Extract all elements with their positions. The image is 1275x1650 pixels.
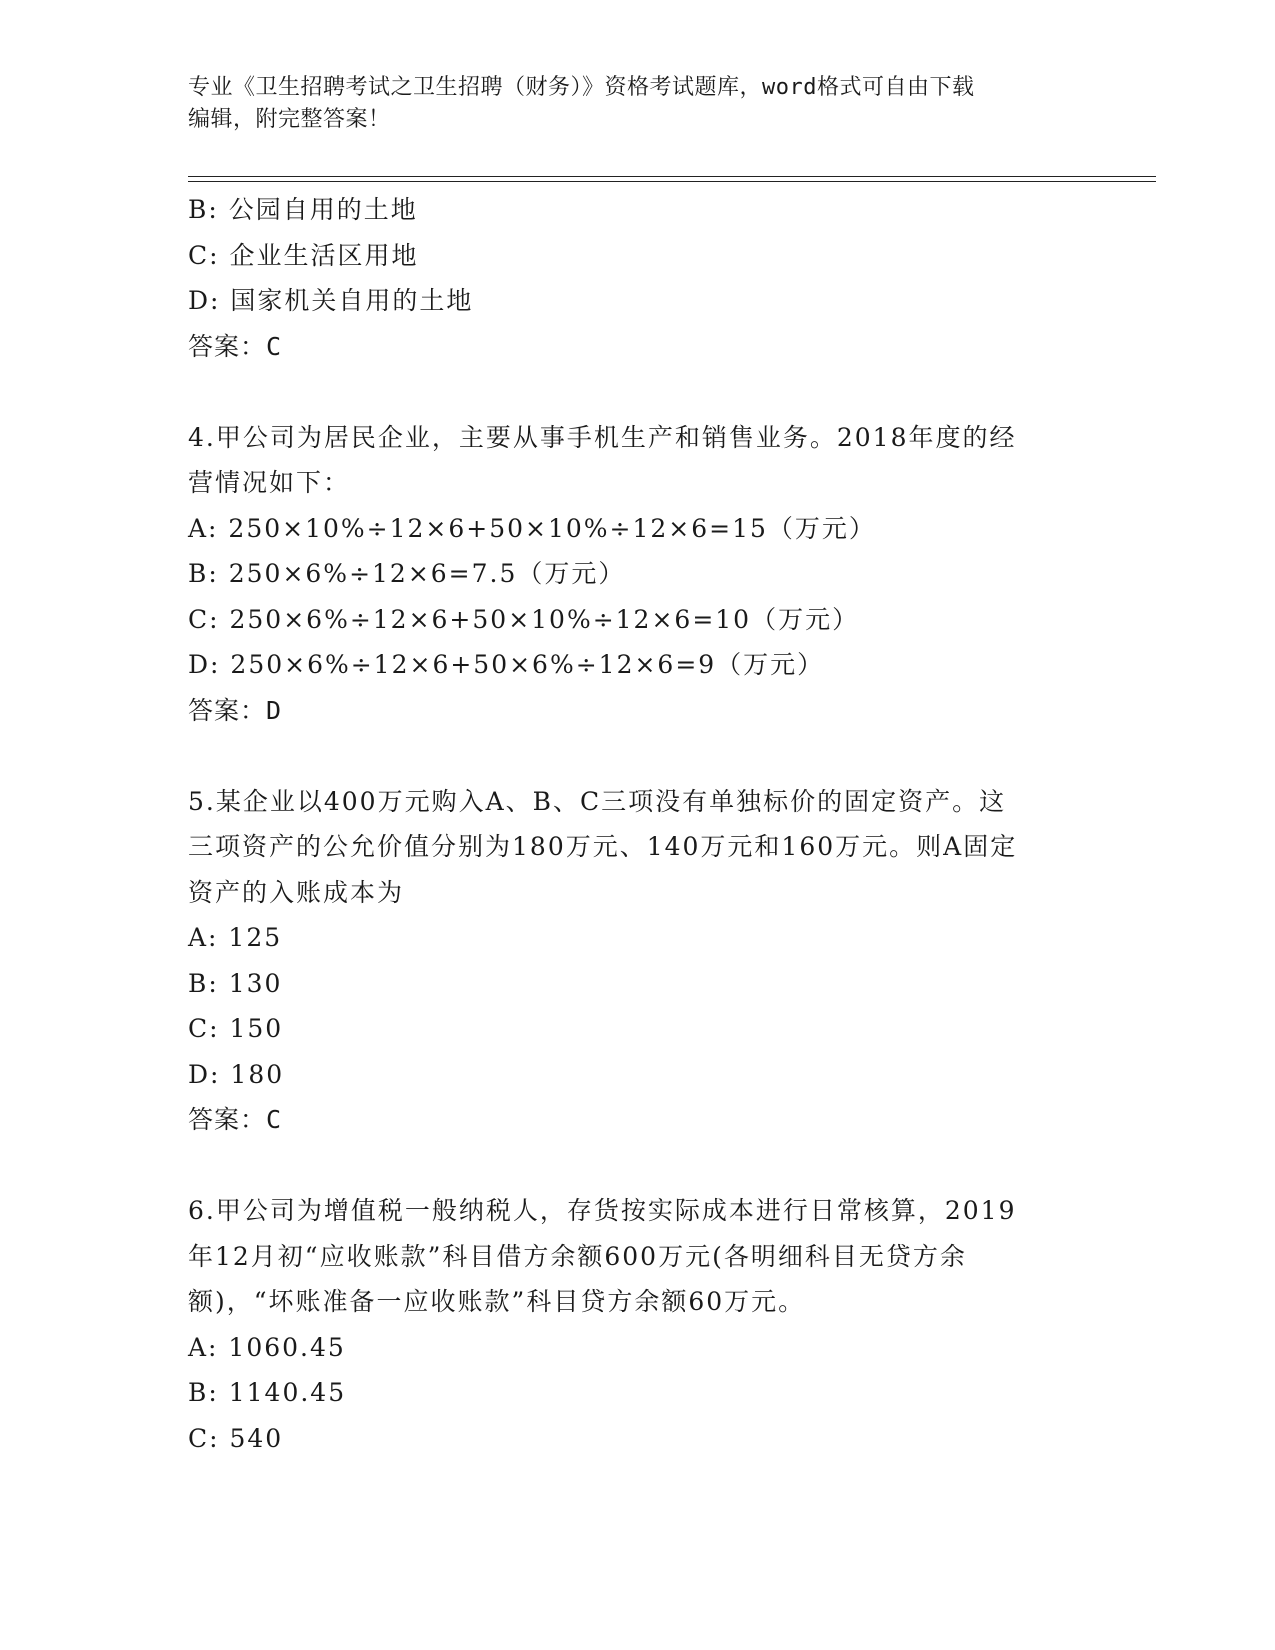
spacer <box>188 369 1088 415</box>
document-body <box>188 187 1088 1461</box>
header-title-line-1: 专业《卫生招聘考试之卫生招聘（财务）》资格考试题库，word格式可自由下载 <box>188 75 975 100</box>
question-stem-line: 额)，“坏账准备一应收账款”科目贷方余额60万元。 <box>188 1287 806 1316</box>
option-c: C: 540 <box>188 1423 284 1453</box>
question-6 <box>188 1188 1088 1461</box>
option-a: A: 125 <box>188 923 283 952</box>
question-stem-line: 5.某企业以400万元购入A、B、C三项没有单独标价的固定资产。这 <box>188 786 1007 816</box>
option-d: D: 180 <box>188 1059 285 1089</box>
option-a: A: 250×10%÷12×6+50×10%÷12×6=15（万元） <box>188 513 876 543</box>
option-b: B: 130 <box>188 968 283 998</box>
document-header <box>188 72 1078 136</box>
option-c: C: 250×6%÷12×6+50×10%÷12×6=10（万元） <box>188 604 860 634</box>
option-b: B: 250×6%÷12×6=7.5（万元） <box>188 559 626 588</box>
option-d: D: 250×6%÷12×6+50×6%÷12×6=9（万元） <box>188 650 825 679</box>
question-5 <box>188 779 1088 1143</box>
answer-label: 答案：C <box>188 331 283 361</box>
option-b: B: 公园自用的土地 <box>188 195 418 224</box>
question-stem-line: 三项资产的公允价值分别为180万元、140万元和160万元。则A固定 <box>188 832 1018 861</box>
question-4 <box>188 415 1088 734</box>
option-b: B: 1140.45 <box>188 1378 347 1407</box>
option-c: C: 企业生活区用地 <box>188 240 419 270</box>
header-divider-top <box>188 176 1156 177</box>
spacer <box>188 733 1088 779</box>
option-c: C: 150 <box>188 1014 284 1043</box>
question-stem-line: 营情况如下： <box>188 468 351 497</box>
question-stem-line: 资产的入账成本为 <box>188 877 405 907</box>
option-a: A: 1060.45 <box>188 1332 346 1362</box>
header-divider-bottom <box>188 181 1156 182</box>
question-stem-line: 6.甲公司为增值税一般纳税人，存货按实际成本进行日常核算，2019 <box>188 1196 1017 1225</box>
question-stem-line: 4.甲公司为居民企业，主要从事手机生产和销售业务。2018年度的经 <box>188 422 1017 452</box>
question-stem-line: 年12月初“应收账款”科目借方余额600万元(各明细科目无贷方余 <box>188 1241 967 1271</box>
answer-label: 答案：C <box>188 1105 283 1134</box>
option-d: D: 国家机关自用的土地 <box>188 286 474 315</box>
answer-label: 答案：D <box>188 695 283 725</box>
question-3-tail <box>188 187 1088 369</box>
header-title-line-2: 编辑，附完整答案！ <box>188 107 391 132</box>
spacer <box>188 1143 1088 1189</box>
